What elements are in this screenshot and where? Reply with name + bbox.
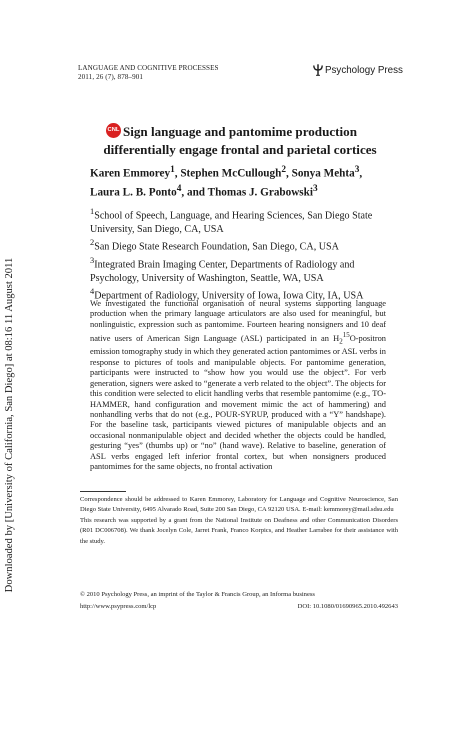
author-affiliation-mark: 3: [354, 165, 360, 175]
isotope-subscript: 2: [339, 337, 343, 346]
publisher-logo-text: Psychology Press: [325, 64, 403, 76]
journal-name: LANGUAGE AND COGNITIVE PROCESSES: [78, 64, 219, 72]
author-name: Laura L. B. Ponto: [90, 186, 177, 199]
url-doi-line: [80, 602, 398, 612]
abstract-text-start: We investigated the functional organisation of neural systems supporting language production when the primary language articulators are also used for meaningful, but nonlinguistic, expression such as pantomime. Fourteen hearing nonsigners and 10 deaf native users of American Sign Language (ASL) participated in an H: [90, 299, 386, 344]
footnote-divider: [80, 491, 126, 492]
doi-text: DOI: 10.1080/01690965.2010.492643: [297, 603, 398, 610]
copyright-line: © 2010 Psychology Press, an imprint of the Taylor & Francis Group, an Informa business: [80, 591, 315, 598]
author-list: [90, 163, 390, 201]
affiliation-mark: 3: [90, 255, 95, 265]
author-affiliation-mark: 1: [170, 165, 175, 175]
author-affiliation-mark: 4: [176, 184, 182, 195]
correspondence-note: Correspondence should be addressed to Karen Emmorey, Laboratory for Language and Cognitive Neuroscience, San Diego State University, 6495 Alvarado Road, Suite 200 San Diego, CA 92120 USA. E-mail: kemmorey@mail.sdsu.edu: [80, 496, 398, 514]
author-separator: ,: [359, 167, 363, 180]
journal-citation: 2011, 26 (7), 878–901: [78, 72, 144, 81]
affiliation-item: [90, 205, 395, 236]
abstract-text-rest: O-positron emission tomography study in which they generated action pantomimes or ASL verbs in response to pictures of tools and manipulable objects. For pantomime generation, participants were instructed to “show how you would use the object”. For verb generation, signers were asked to “generate a verb related to the object”. The objects for this condition were selected to elicit handling verbs that resemble pantomime (e.g., TO-HAMMER, hand configuration and movement mimic the act of hammering) and nonhandling verbs that do not (e.g., POUR-SYRUP, produced with a “Y” handshape). For the baseline task, participants viewed pictures of manipulable objects and an occasional nonmanipulable object and decided whether the objects could be handled, gesturing “yes” (thumbs up) or “no” (hand wave). Relative to baseline, generation of ASL verbs engaged left inferior frontal cortex, but when nonsigners produced pantomimes for the same objects, no frontal activation: [90, 334, 386, 472]
affiliation-text: San Diego State Research Foundation, San Diego, CA, USA: [94, 241, 339, 253]
affiliation-mark: 4: [90, 287, 95, 297]
affiliation-list: [90, 205, 395, 303]
journal-header: [78, 64, 219, 81]
abstract: [90, 299, 386, 473]
affiliation-text: School of Speech, Language, and Hearing Sciences, San Diego State University, San Diego, CA, USA: [90, 210, 373, 235]
affiliation-text: Integrated Brain Imaging Center, Departments of Radiology and Psychology, University of Washington, Seattle, WA, USA: [90, 259, 355, 284]
isotope-superscript: 15: [342, 331, 350, 340]
article-title: Sign language and pantomime production differentially engage frontal and parietal cortices: [103, 124, 377, 157]
affiliation-mark: 1: [90, 207, 95, 216]
cnl-badge-icon: CNL: [106, 123, 121, 138]
author-name: Stephen McCullough: [180, 167, 282, 180]
funding-note: This research was supported by a grant from the National Institute on Deafness and other Communication Disorders (R01 DC006708). We thank Jocelyn Cole, Jarret Frank, Franco Korpics, and Heather Larrabee for their assistance with the study.: [80, 516, 398, 545]
author-affiliation-mark: 2: [281, 165, 287, 175]
author-name: Sonya Mehta: [291, 167, 355, 180]
journal-url-link[interactable]: http://www.psypress.com/lcp: [80, 603, 157, 610]
affiliation-text: Department of Radiology, University of Iowa, Iowa City, IA, USA: [94, 290, 364, 302]
psychology-press-psi-logo-icon: [313, 64, 323, 76]
author-affiliation-mark: 3: [313, 184, 318, 195]
affiliation-item: [90, 236, 395, 254]
author-separator: ,: [174, 167, 181, 180]
affiliation-mark: 2: [90, 238, 95, 248]
publisher-logo: [313, 64, 403, 76]
author-name: Karen Emmorey: [90, 167, 171, 180]
affiliation-item: [90, 254, 395, 285]
author-name: Thomas J. Grabowski: [207, 186, 313, 199]
download-watermark: Downloaded by [University of California, San Diego] at 08:16 11 August 2011: [4, 257, 15, 593]
author-separator: , and: [181, 186, 208, 199]
author-separator: ,: [286, 167, 292, 180]
footnotes: [80, 495, 398, 547]
